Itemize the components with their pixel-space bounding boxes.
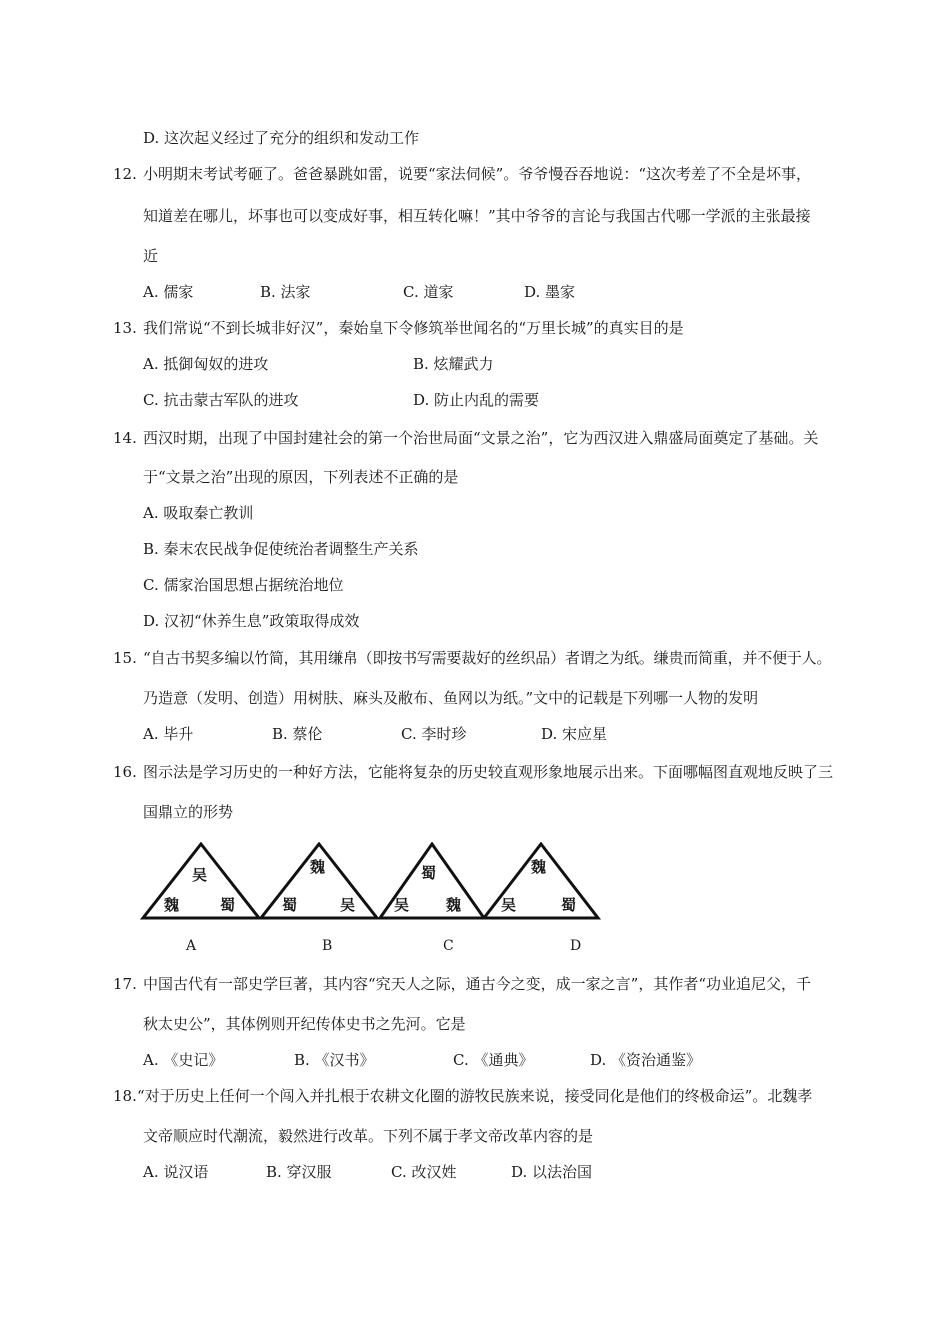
q12-option-d: D. 墨家 [524,283,576,301]
q13-option-d: D. 防止内乱的需要 [413,391,540,409]
triangle-c-right-label: 魏 [446,896,462,914]
q12-option-b: B. 法家 [260,283,311,301]
triangle-b-top-label: 魏 [310,858,326,876]
q18-option-a: A. 说汉语 [143,1163,209,1181]
q17-option-b: B. 《汉书》 [294,1051,375,1069]
q13-option-c: C. 抗击蒙古军队的进攻 [143,391,299,409]
triangle-c-top-label: 蜀 [421,864,437,882]
q14-stem-line-1: 西汉时期，出现了中国封建社会的第一个治世局面“文景之治”，它为西汉进入鼎盛局面奠定了基础。关 [143,429,819,447]
triangle-figure-a [140,842,262,920]
q14-number: 14. [113,429,137,447]
q15-stem-line-2: 乃造意（发明、创造）用树肤、麻头及敝布、鱼网以为纸。”文中的记载是下列哪一人物的发明 [143,689,759,707]
q18-stem-line-1: “对于历史上任何一个闯入并扎根于农耕文化圈的游牧民族来说，接受同化是他们的终极命运”。北魏孝 [137,1087,813,1105]
q15-option-a: A. 毕升 [143,725,194,743]
q17-stem-line-1: 中国古代有一部史学巨著，其内容“究天人之际，通古今之变，成一家之言”，其作者“功业追尼父，千 [143,975,812,993]
triangle-d-right-label: 蜀 [561,896,577,914]
triangle-a-top-label: 吴 [192,866,208,884]
q15-option-d: D. 宋应星 [541,725,608,743]
q15-option-b: B. 蔡伦 [272,725,323,743]
q14-option-b: B. 秦末农民战争促使统治者调整生产关系 [143,540,419,558]
q12-stem-line-1: 小明期末考试考砸了。爸爸暴跳如雷，说要“家法伺候”。爷爷慢吞吞地说：“这次考差了不全是坏事， [143,165,812,183]
q12-stem-line-3: 近 [143,247,159,265]
q13-option-a: A. 抵御匈奴的进攻 [143,355,269,373]
q18-number: 18. [113,1087,137,1105]
q17-option-a: A. 《史记》 [143,1051,224,1069]
q16-stem-line-1: 图示法是学习历史的一种好方法，它能将复杂的历史较直观形象地展示出来。下面哪幅图直观地反映了三 [143,763,834,781]
q18-stem-line-2: 文帝顺应时代潮流，毅然进行改革。下列不属于孝文帝改革内容的是 [143,1127,594,1145]
q15-stem-line-1: “自古书契多编以竹简，其用缣帛（即按书写需要裁好的丝织品）者谓之为纸。缣贵而简重，并不便于人。 [143,649,832,667]
q15-option-c: C. 李时珍 [401,725,467,743]
q17-number: 17. [113,975,137,993]
q11-option-d: D. 这次起义经过了充分的组织和发动工作 [143,129,420,147]
triangle-figure-b [258,842,380,920]
q16-stem-line-2: 国鼎立的形势 [143,803,234,821]
figure-caption-a: A [186,938,197,954]
q18-option-c: C. 改汉姓 [391,1163,457,1181]
q12-option-a: A. 儒家 [143,283,194,301]
q14-option-a: A. 吸取秦亡教训 [143,504,254,522]
q17-stem-line-2: 秋太史公”，其体例则开纪传体史书之先河。它是 [143,1015,466,1033]
q18-option-b: B. 穿汉服 [266,1163,332,1181]
triangle-b-left-label: 蜀 [282,896,298,914]
figure-caption-c: C [443,938,454,954]
triangle-d-left-label: 吴 [501,896,517,914]
q17-option-c: C. 《通典》 [453,1051,534,1069]
triangle-a-right-label: 蜀 [220,896,236,914]
q14-option-c: C. 儒家治国思想占据统治地位 [143,576,344,594]
figure-caption-d: D [570,938,582,954]
triangle-a-left-label: 魏 [164,896,180,914]
q17-option-d: D. 《资治通鉴》 [590,1051,702,1069]
q12-option-c: C. 道家 [403,283,454,301]
q13-option-b: B. 炫耀武力 [413,355,494,373]
triangle-c-left-label: 吴 [394,896,410,914]
q18-option-d: D. 以法治国 [511,1163,593,1181]
triangle-d-top-label: 魏 [531,858,547,876]
q15-number: 15. [113,649,137,667]
figure-caption-b: B [322,938,333,954]
triangle-figure-d [481,842,601,920]
q14-option-d: D. 汉初“休养生息”政策取得成效 [143,612,360,630]
q14-stem-line-2: 于“文景之治”出现的原因，下列表述不正确的是 [143,468,459,486]
triangle-figure-c [377,842,487,920]
q12-stem-line-2: 知道差在哪儿，坏事也可以变成好事，相互转化嘛！”其中爷爷的言论与我国古代哪一学派的主张最接 [143,207,811,225]
q13-stem-line-1: 我们常说“不到长城非好汉”，秦始皇下令修筑举世闻名的“万里长城”的真实目的是 [143,319,684,337]
q16-number: 16. [113,763,137,781]
q13-number: 13. [113,319,137,337]
q12-number: 12. [113,165,137,183]
triangle-b-right-label: 吴 [340,896,356,914]
